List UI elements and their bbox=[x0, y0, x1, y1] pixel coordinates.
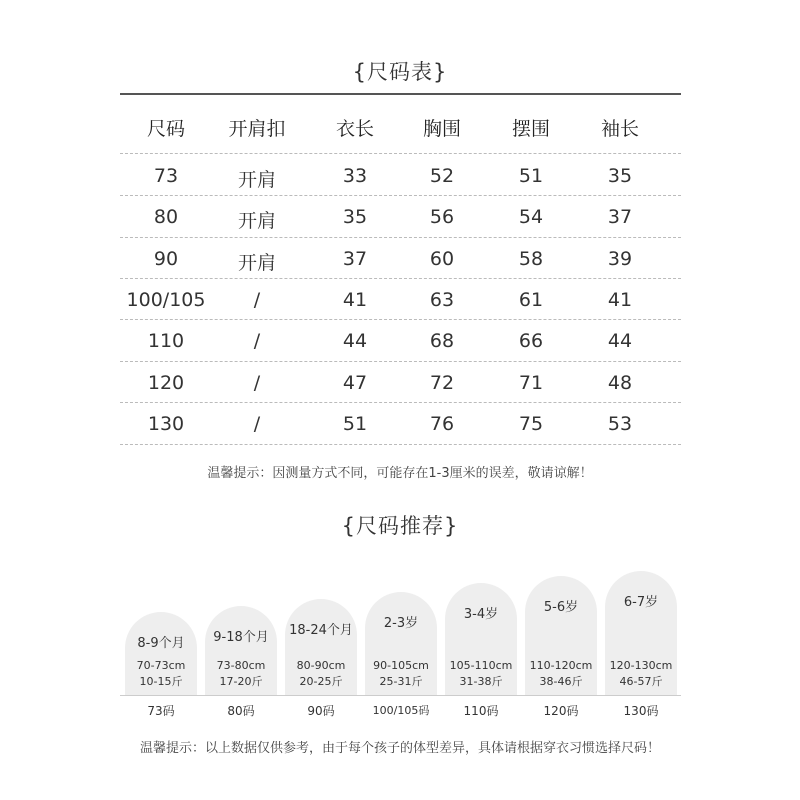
age-label: 8-9个月 bbox=[137, 636, 185, 651]
table-header-cell: 胸围 bbox=[422, 118, 462, 140]
age-label: 18-24个月 bbox=[289, 623, 353, 638]
table-cell: / bbox=[253, 289, 261, 311]
table-cell: 68 bbox=[429, 330, 455, 352]
table-cell: 90 bbox=[153, 248, 179, 270]
size-table-title: {尺码表} bbox=[352, 60, 448, 84]
table-cell: 48 bbox=[607, 372, 633, 394]
table-cell: 开肩 bbox=[237, 169, 277, 191]
table-header-cell: 衣长 bbox=[335, 118, 375, 140]
table-cell: 51 bbox=[342, 413, 368, 435]
recommended-size: 120码 bbox=[543, 704, 579, 718]
size-recommendation-title: {尺码推荐} bbox=[341, 514, 459, 538]
table-cell: 开肩 bbox=[237, 210, 277, 232]
table-cell: 72 bbox=[429, 372, 455, 394]
weight-range: 10-15斤 bbox=[139, 675, 183, 688]
table-cell: 44 bbox=[607, 330, 633, 352]
recommended-size: 73码 bbox=[147, 704, 175, 718]
height-range: 80-90cm bbox=[296, 659, 346, 672]
table-header-cell: 开肩扣 bbox=[228, 118, 286, 140]
table-cell: 56 bbox=[429, 206, 455, 228]
table-cell: 39 bbox=[607, 248, 633, 270]
table-cell: 130 bbox=[147, 413, 185, 435]
table-cell: 80 bbox=[153, 206, 179, 228]
height-range: 90-105cm bbox=[373, 659, 429, 672]
recommended-size: 90码 bbox=[307, 704, 335, 718]
row-divider bbox=[120, 278, 681, 279]
table-cell: 61 bbox=[518, 289, 544, 311]
table-cell: 37 bbox=[607, 206, 633, 228]
table-header-cell: 摆围 bbox=[511, 118, 551, 140]
row-divider bbox=[120, 444, 681, 445]
height-range: 70-73cm bbox=[136, 659, 186, 672]
table-cell: 开肩 bbox=[237, 252, 277, 274]
table-cell: 52 bbox=[429, 165, 455, 187]
age-label: 5-6岁 bbox=[543, 600, 579, 615]
recommendation-note: 温馨提示：以上数据仅供参考，由于每个孩子的体型差异，具体请根据穿衣习惯选择尺码！ bbox=[139, 741, 660, 756]
weight-range: 31-38斤 bbox=[459, 675, 503, 688]
table-cell: 35 bbox=[342, 206, 368, 228]
table-cell: / bbox=[253, 372, 261, 394]
table-cell: 58 bbox=[518, 248, 544, 270]
table-cell: 76 bbox=[429, 413, 455, 435]
table-cell: 71 bbox=[518, 372, 544, 394]
table-header-cell: 尺码 bbox=[146, 118, 186, 140]
height-range: 105-110cm bbox=[449, 659, 513, 672]
age-label: 6-7岁 bbox=[623, 595, 659, 610]
table-cell: 53 bbox=[607, 413, 633, 435]
recommended-size: 100/105码 bbox=[372, 704, 430, 717]
table-cell: 63 bbox=[429, 289, 455, 311]
recommended-size: 110码 bbox=[463, 704, 499, 718]
table-cell: / bbox=[253, 413, 261, 435]
table-cell: 54 bbox=[518, 206, 544, 228]
table-cell: 35 bbox=[607, 165, 633, 187]
table-cell: 120 bbox=[147, 372, 185, 394]
table-cell: 33 bbox=[342, 165, 368, 187]
age-label: 9-18个月 bbox=[213, 630, 269, 645]
table-cell: 60 bbox=[429, 248, 455, 270]
table-cell: 37 bbox=[342, 248, 368, 270]
row-divider bbox=[120, 402, 681, 403]
row-divider bbox=[120, 195, 681, 196]
recommended-size: 130码 bbox=[623, 704, 659, 718]
weight-range: 38-46斤 bbox=[539, 675, 583, 688]
title-rule bbox=[120, 93, 681, 95]
table-cell: / bbox=[253, 330, 261, 352]
table-cell: 41 bbox=[607, 289, 633, 311]
row-divider bbox=[120, 319, 681, 320]
row-divider bbox=[120, 237, 681, 238]
table-cell: 51 bbox=[518, 165, 544, 187]
table-cell: 73 bbox=[153, 165, 179, 187]
weight-range: 17-20斤 bbox=[219, 675, 263, 688]
weight-range: 20-25斤 bbox=[299, 675, 343, 688]
row-divider bbox=[120, 361, 681, 362]
table-cell: 41 bbox=[342, 289, 368, 311]
table-cell: 47 bbox=[342, 372, 368, 394]
table-header-cell: 袖长 bbox=[600, 118, 640, 140]
recommended-size: 80码 bbox=[227, 704, 255, 718]
height-range: 110-120cm bbox=[529, 659, 593, 672]
age-label: 3-4岁 bbox=[463, 607, 499, 622]
table-cell: 66 bbox=[518, 330, 544, 352]
table-cell: 75 bbox=[518, 413, 544, 435]
row-divider bbox=[120, 153, 681, 154]
baseline-rule bbox=[120, 695, 681, 696]
height-range: 120-130cm bbox=[609, 659, 673, 672]
height-range: 73-80cm bbox=[216, 659, 266, 672]
weight-range: 46-57斤 bbox=[619, 675, 663, 688]
measurement-note: 温馨提示：因测量方式不同，可能存在1-3厘米的误差，敬请谅解！ bbox=[207, 466, 593, 481]
table-cell: 44 bbox=[342, 330, 368, 352]
age-label: 2-3岁 bbox=[383, 616, 419, 631]
weight-range: 25-31斤 bbox=[379, 675, 423, 688]
table-cell: 100/105 bbox=[126, 289, 206, 311]
table-cell: 110 bbox=[147, 330, 185, 352]
